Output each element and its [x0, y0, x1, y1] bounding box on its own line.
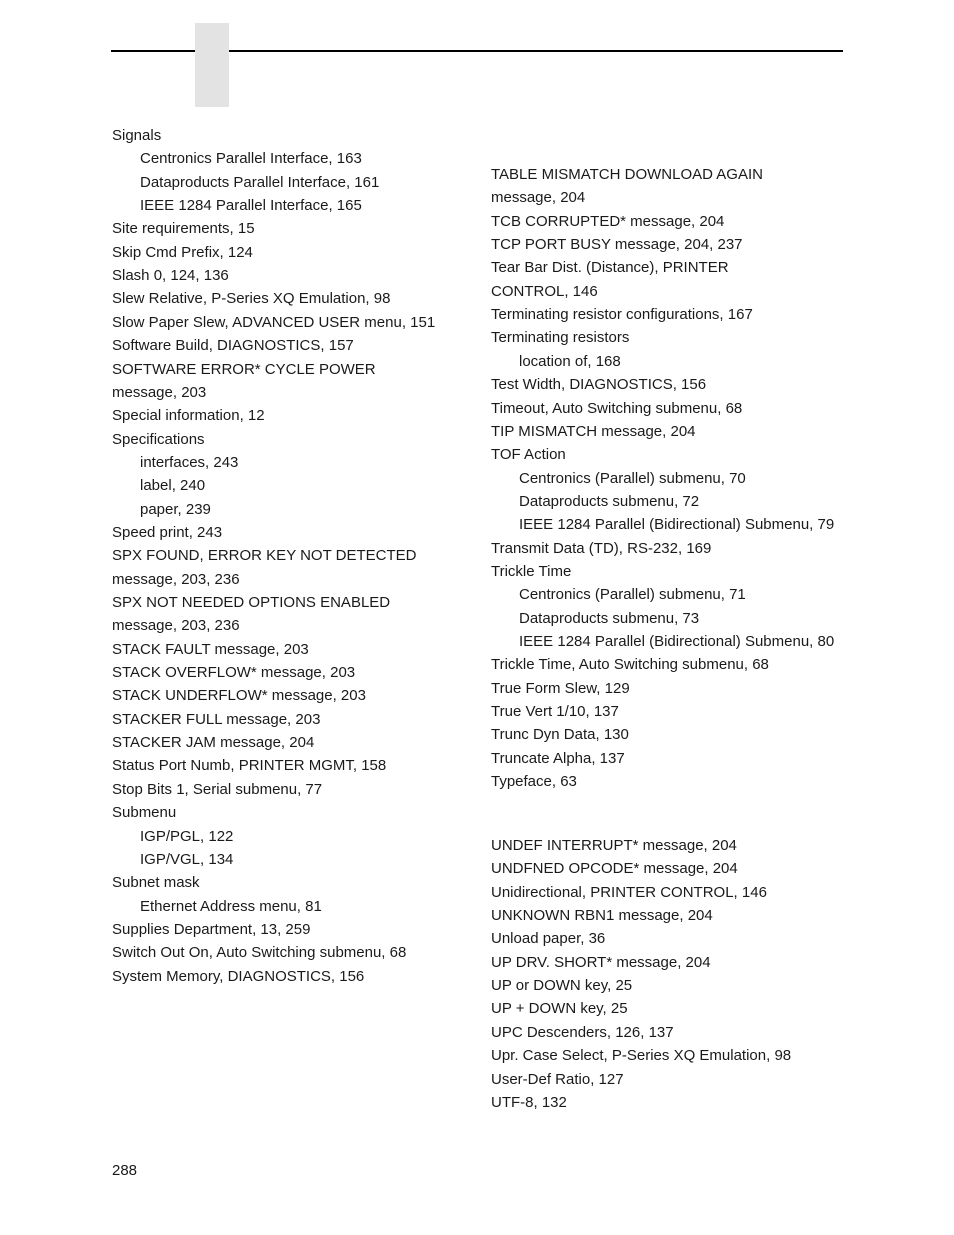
index-entry: UTF-8, 132	[491, 1093, 567, 1111]
index-subentry: Dataproducts Parallel Interface, 161	[140, 173, 380, 191]
index-entry: STACKER FULL message, 203	[112, 710, 321, 728]
index-subentry: interfaces, 243	[140, 453, 239, 471]
index-entry: Terminating resistor configurations, 167	[491, 306, 753, 324]
index-entry: UP or DOWN key, 25	[491, 977, 633, 995]
index-entry: TABLE MISMATCH DOWNLOAD AGAIN	[491, 166, 763, 183]
index-entry: True Form Slew, 129	[491, 679, 630, 697]
index-entry: Slow Paper Slew, ADVANCED USER menu, 151	[112, 313, 436, 331]
index-entry: UNDFNED OPCODE* message, 204	[491, 860, 738, 878]
index-entry: SPX FOUND, ERROR KEY NOT DETECTED	[112, 547, 417, 565]
index-entry: TCB CORRUPTED* message, 204	[491, 212, 725, 230]
index-entry: Timeout, Auto Switching submenu, 68	[491, 399, 743, 417]
index-entry: Special information, 12	[112, 407, 265, 425]
index-entry: Speed print, 243	[112, 523, 223, 541]
index-entry: TOF Action	[491, 446, 566, 464]
index-entry: Stop Bits 1, Serial submenu, 77	[112, 780, 323, 798]
index-entry: Slash 0, 124, 136	[112, 267, 229, 285]
index-entry: STACKER JAM message, 204	[112, 734, 315, 752]
index-entry: Switch Out On, Auto Switching submenu, 68	[112, 944, 407, 962]
index-entry: SPX NOT NEEDED OPTIONS ENABLED	[112, 594, 391, 611]
index-entry: SOFTWARE ERROR* CYCLE POWER	[112, 360, 376, 378]
index-entry: Upr. Case Select, P-Series XQ Emulation, 98	[491, 1047, 792, 1065]
index-entry: Slew Relative, P-Series XQ Emulation, 98	[112, 290, 391, 308]
index-entry: message, 203, 236	[112, 617, 240, 635]
index-subentry: paper, 239	[140, 500, 211, 518]
index-entry: Transmit Data (TD), RS-232, 169	[491, 539, 712, 557]
index-entry: Signals	[112, 127, 162, 144]
index-entry: UP DRV. SHORT* message, 204	[491, 953, 711, 971]
index-entry: Unidirectional, PRINTER CONTROL, 146	[491, 883, 767, 901]
index-entry: STACK OVERFLOW* message, 203	[112, 664, 356, 682]
index-entry: UNDEF INTERRUPT* message, 204	[491, 837, 737, 854]
index-entry: Specifications	[112, 430, 205, 448]
index-subentry: label, 240	[140, 477, 206, 495]
index-entry: TCP PORT BUSY message, 204, 237	[491, 236, 743, 254]
index-entry: Truncate Alpha, 137	[491, 749, 625, 767]
index-entry: Trickle Time, Auto Switching submenu, 68	[491, 656, 769, 674]
index-entry: CONTROL, 146	[491, 282, 598, 300]
index-entry: message, 204	[491, 189, 586, 207]
index-entry: STACK FAULT message, 203	[112, 640, 309, 658]
index-entry: Skip Cmd Prefix, 124	[112, 243, 253, 261]
index-entry: UNKNOWN RBN1 message, 204	[491, 907, 713, 925]
header-tab-block	[195, 23, 229, 107]
index-subentry: IEEE 1284 Parallel Interface, 165	[140, 197, 362, 215]
index-subentry: IGP/PGL, 122	[140, 827, 234, 845]
index-subentry: IGP/VGL, 134	[140, 850, 234, 868]
index-entry: True Vert 1/10, 137	[491, 703, 619, 721]
index-entry: User-Def Ratio, 127	[491, 1070, 624, 1088]
index-entry: Status Port Numb, PRINTER MGMT, 158	[112, 757, 387, 775]
index-subentry: Ethernet Address menu, 81	[140, 897, 322, 915]
index-subentry: Centronics (Parallel) submenu, 71	[519, 586, 746, 604]
index-entry: Trickle Time	[491, 562, 572, 580]
index-entry: Terminating resistors	[491, 329, 630, 347]
index-entry: Unload paper, 36	[491, 930, 606, 948]
index-entry: Trunc Dyn Data, 130	[491, 726, 629, 744]
index-entry: Submenu	[112, 804, 177, 822]
index-entry: message, 203	[112, 383, 207, 401]
index-subentry: location of, 168	[519, 352, 621, 370]
index-subentry: Centronics (Parallel) submenu, 70	[519, 469, 746, 487]
index-entry: UP + DOWN key, 25	[491, 1000, 628, 1018]
index-entry: Software Build, DIAGNOSTICS, 157	[112, 337, 354, 355]
index-subentry: IEEE 1284 Parallel (Bidirectional) Submenu, 79	[519, 516, 835, 534]
index-subentry: IEEE 1284 Parallel (Bidirectional) Submenu, 80	[519, 633, 835, 650]
page-number: 288	[112, 1162, 138, 1179]
index-entry: Site requirements, 15	[112, 220, 255, 238]
index-entry: Typeface, 63	[491, 773, 577, 791]
index-entry: Supplies Department, 13, 259	[112, 920, 311, 938]
index-entry: Tear Bar Dist. (Distance), PRINTER	[491, 259, 729, 277]
index-entry: Subnet mask	[112, 874, 200, 892]
index-entry: Test Width, DIAGNOSTICS, 156	[491, 376, 707, 394]
index-subentry: Dataproducts submenu, 72	[519, 492, 700, 510]
index-entry: TIP MISMATCH message, 204	[491, 422, 696, 440]
index-entry: System Memory, DIAGNOSTICS, 156	[112, 967, 365, 985]
index-subentry: Centronics Parallel Interface, 163	[140, 150, 362, 168]
index-entry: message, 203, 236	[112, 570, 240, 588]
index-entry: UPC Descenders, 126, 137	[491, 1023, 674, 1041]
index-entry: STACK UNDERFLOW* message, 203	[112, 687, 366, 705]
index-subentry: Dataproducts submenu, 73	[519, 609, 700, 627]
